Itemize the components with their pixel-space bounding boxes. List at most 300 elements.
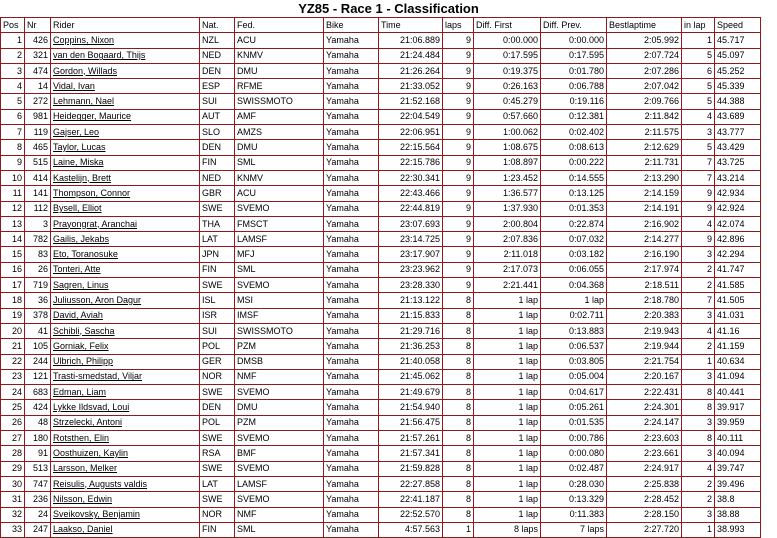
cell-fed: AMF <box>235 109 324 124</box>
cell-nat: LAT <box>200 476 235 491</box>
cell-pos: 6 <box>1 109 25 124</box>
rider-link[interactable]: Heidegger, Maurice <box>51 109 200 124</box>
cell-fed: KNMV <box>235 170 324 185</box>
col-bestlap: Bestlaptime <box>607 18 682 33</box>
table-row <box>1 308 761 323</box>
cell-speed: 41.585 <box>715 278 761 293</box>
cell-diff-prev: 0:12.381 <box>541 109 607 124</box>
cell-nr: 121 <box>25 369 51 384</box>
page-title: YZ85 - Race 1 - Classification <box>298 1 479 16</box>
cell-nr: 513 <box>25 461 51 476</box>
cell-pos: 18 <box>1 293 25 308</box>
cell-fed: LAMSF <box>235 232 324 247</box>
table-row <box>1 354 761 369</box>
cell-laps: 8 <box>443 476 474 491</box>
rider-link[interactable]: Sagren, Linus <box>51 278 200 293</box>
cell-speed: 38.88 <box>715 507 761 522</box>
cell-nat: DEN <box>200 140 235 155</box>
cell-fed: MSI <box>235 293 324 308</box>
cell-nr: 26 <box>25 262 51 277</box>
cell-bike: Yamaha <box>324 507 379 522</box>
cell-fed: ACU <box>235 33 324 48</box>
cell-in-lap: 2 <box>682 262 715 277</box>
cell-nat: SWE <box>200 201 235 216</box>
header-row <box>1 18 761 33</box>
cell-nr: 747 <box>25 476 51 491</box>
cell-speed: 41.16 <box>715 323 761 338</box>
cell-pos: 20 <box>1 323 25 338</box>
cell-speed: 43.725 <box>715 155 761 170</box>
cell-speed: 45.717 <box>715 33 761 48</box>
cell-diff-first: 1 lap <box>474 323 541 338</box>
rider-link[interactable]: Laakso, Daniel <box>51 522 200 537</box>
cell-time: 21:13.122 <box>379 293 443 308</box>
cell-bike: Yamaha <box>324 308 379 323</box>
cell-diff-prev: 0:14.555 <box>541 170 607 185</box>
cell-pos: 5 <box>1 94 25 109</box>
col-diff-prev: Diff. Prev. <box>541 18 607 33</box>
cell-pos: 4 <box>1 79 25 94</box>
rider-link[interactable]: Strzelecki, Antoni <box>51 415 200 430</box>
cell-bestlap: 2:11.842 <box>607 109 682 124</box>
cell-speed: 38.8 <box>715 492 761 507</box>
cell-laps: 9 <box>443 216 474 231</box>
cell-time: 21:59.828 <box>379 461 443 476</box>
table-row <box>1 48 761 63</box>
cell-bestlap: 2:07.286 <box>607 63 682 78</box>
cell-nr: 24 <box>25 507 51 522</box>
cell-speed: 41.747 <box>715 262 761 277</box>
cell-bestlap: 2:25.838 <box>607 476 682 491</box>
cell-laps: 9 <box>443 247 474 262</box>
rider-link[interactable]: Nilsson, Edwin <box>51 492 200 507</box>
cell-fed: LAMSF <box>235 476 324 491</box>
cell-pos: 17 <box>1 278 25 293</box>
cell-diff-first: 1:08.675 <box>474 140 541 155</box>
cell-in-lap: 1 <box>682 33 715 48</box>
cell-bike: Yamaha <box>324 369 379 384</box>
cell-in-lap: 5 <box>682 79 715 94</box>
cell-bestlap: 2:21.754 <box>607 354 682 369</box>
cell-bestlap: 2:23.603 <box>607 431 682 446</box>
cell-time: 23:23.962 <box>379 262 443 277</box>
cell-nr: 474 <box>25 63 51 78</box>
cell-nat: LAT <box>200 232 235 247</box>
cell-nat: SLO <box>200 125 235 140</box>
cell-bestlap: 2:28.452 <box>607 492 682 507</box>
cell-nat: SUI <box>200 323 235 338</box>
cell-bike: Yamaha <box>324 48 379 63</box>
table-row <box>1 155 761 170</box>
cell-time: 22:52.570 <box>379 507 443 522</box>
cell-fed: SVEMO <box>235 278 324 293</box>
table-row <box>1 476 761 491</box>
cell-diff-first: 1:36.577 <box>474 186 541 201</box>
cell-in-lap: 8 <box>682 385 715 400</box>
rider-link[interactable]: Tonteri, Atte <box>51 262 200 277</box>
table-row <box>1 385 761 400</box>
cell-bestlap: 2:12.629 <box>607 140 682 155</box>
cell-diff-first: 0:17.595 <box>474 48 541 63</box>
cell-diff-prev: 0:13.125 <box>541 186 607 201</box>
cell-speed: 45.097 <box>715 48 761 63</box>
cell-bike: Yamaha <box>324 247 379 262</box>
table-row <box>1 109 761 124</box>
cell-diff-prev: 0:03.182 <box>541 247 607 262</box>
cell-time: 21:15.833 <box>379 308 443 323</box>
cell-diff-first: 1:37.930 <box>474 201 541 216</box>
cell-bestlap: 2:19.943 <box>607 323 682 338</box>
cell-bestlap: 2:24.301 <box>607 400 682 415</box>
cell-nr: 683 <box>25 385 51 400</box>
cell-pos: 27 <box>1 431 25 446</box>
rider-link[interactable]: Gorniak, Felix <box>51 339 200 354</box>
cell-fed: SWISSMOTO <box>235 323 324 338</box>
cell-in-lap: 9 <box>682 232 715 247</box>
cell-time: 21:29.716 <box>379 323 443 338</box>
cell-nat: FIN <box>200 262 235 277</box>
cell-bike: Yamaha <box>324 170 379 185</box>
cell-time: 21:26.264 <box>379 63 443 78</box>
rider-link[interactable]: Schibli, Sascha <box>51 323 200 338</box>
cell-diff-first: 1 lap <box>474 308 541 323</box>
col-fed: Fed. <box>235 18 324 33</box>
table-row <box>1 323 761 338</box>
cell-speed: 43.777 <box>715 125 761 140</box>
cell-fed: PZM <box>235 415 324 430</box>
cell-diff-first: 1 lap <box>474 461 541 476</box>
cell-bestlap: 2:18.511 <box>607 278 682 293</box>
cell-diff-prev: 0:06.788 <box>541 79 607 94</box>
cell-time: 21:06.889 <box>379 33 443 48</box>
cell-laps: 9 <box>443 33 474 48</box>
cell-diff-prev: 0:01.535 <box>541 415 607 430</box>
cell-diff-prev: 0:00.222 <box>541 155 607 170</box>
cell-diff-first: 1 lap <box>474 293 541 308</box>
rider-link[interactable]: David, Aviah <box>51 308 200 323</box>
cell-diff-prev: 0:17.595 <box>541 48 607 63</box>
cell-laps: 8 <box>443 369 474 384</box>
col-pos: Pos <box>1 18 25 33</box>
cell-fed: NMF <box>235 507 324 522</box>
cell-diff-prev: 0:00.786 <box>541 431 607 446</box>
rider-link[interactable]: Rotsthen, Elin <box>51 431 200 446</box>
rider-link[interactable]: Trasti-smedstad, Viljar <box>51 369 200 384</box>
cell-fed: AMZS <box>235 125 324 140</box>
cell-diff-prev: 0:01.353 <box>541 201 607 216</box>
cell-pos: 10 <box>1 170 25 185</box>
rider-link[interactable]: Taylor, Lucas <box>51 140 200 155</box>
cell-pos: 28 <box>1 446 25 461</box>
cell-time: 21:45.062 <box>379 369 443 384</box>
cell-in-lap: 8 <box>682 400 715 415</box>
cell-laps: 9 <box>443 278 474 293</box>
cell-nat: SWE <box>200 385 235 400</box>
cell-diff-first: 1:08.897 <box>474 155 541 170</box>
cell-in-lap: 9 <box>682 201 715 216</box>
cell-bestlap: 2:24.147 <box>607 415 682 430</box>
cell-bike: Yamaha <box>324 155 379 170</box>
cell-in-lap: 7 <box>682 170 715 185</box>
cell-in-lap: 4 <box>682 323 715 338</box>
cell-pos: 14 <box>1 232 25 247</box>
rider-link[interactable]: Gordon, Willads <box>51 63 200 78</box>
col-rider: Rider <box>51 18 200 33</box>
cell-laps: 8 <box>443 415 474 430</box>
rider-link[interactable]: Reisulis, Augusts valdis <box>51 476 200 491</box>
cell-diff-first: 0:26.163 <box>474 79 541 94</box>
cell-fed: DMSB <box>235 354 324 369</box>
table-row <box>1 216 761 231</box>
cell-nat: SUI <box>200 94 235 109</box>
cell-diff-prev: 0:22.874 <box>541 216 607 231</box>
cell-in-lap: 1 <box>682 354 715 369</box>
rider-link[interactable]: Kastelijn, Brett <box>51 170 200 185</box>
cell-nat: THA <box>200 216 235 231</box>
cell-nr: 414 <box>25 170 51 185</box>
cell-fed: NMF <box>235 369 324 384</box>
cell-diff-prev: 0:07.032 <box>541 232 607 247</box>
cell-nr: 424 <box>25 400 51 415</box>
cell-bestlap: 2:28.150 <box>607 507 682 522</box>
cell-bike: Yamaha <box>324 109 379 124</box>
cell-pos: 26 <box>1 415 25 430</box>
cell-nat: DEN <box>200 400 235 415</box>
cell-diff-prev: 0:05.261 <box>541 400 607 415</box>
cell-laps: 8 <box>443 461 474 476</box>
cell-time: 23:28.330 <box>379 278 443 293</box>
cell-pos: 9 <box>1 155 25 170</box>
cell-nr: 272 <box>25 94 51 109</box>
cell-laps: 9 <box>443 79 474 94</box>
cell-bike: Yamaha <box>324 339 379 354</box>
cell-bestlap: 2:20.167 <box>607 369 682 384</box>
rider-link[interactable]: Laine, Miska <box>51 155 200 170</box>
table-row <box>1 278 761 293</box>
cell-speed: 40.634 <box>715 354 761 369</box>
cell-nr: 426 <box>25 33 51 48</box>
cell-laps: 9 <box>443 109 474 124</box>
table-row <box>1 232 761 247</box>
cell-fed: SVEMO <box>235 431 324 446</box>
cell-nat: SWE <box>200 278 235 293</box>
table-row <box>1 369 761 384</box>
cell-diff-prev: 0:01.780 <box>541 63 607 78</box>
cell-diff-prev: 0:04.368 <box>541 278 607 293</box>
cell-nr: 244 <box>25 354 51 369</box>
cell-laps: 8 <box>443 492 474 507</box>
cell-bestlap: 2:14.277 <box>607 232 682 247</box>
cell-speed: 43.689 <box>715 109 761 124</box>
table-row <box>1 79 761 94</box>
table-row <box>1 293 761 308</box>
cell-fed: KNMV <box>235 48 324 63</box>
table-row <box>1 186 761 201</box>
cell-bestlap: 2:19.944 <box>607 339 682 354</box>
cell-diff-first: 0:57.660 <box>474 109 541 124</box>
rider-link[interactable]: Eto, Toranosuke <box>51 247 200 262</box>
cell-pos: 30 <box>1 476 25 491</box>
cell-speed: 44.388 <box>715 94 761 109</box>
rider-link[interactable]: Lehmann, Nael <box>51 94 200 109</box>
cell-laps: 8 <box>443 308 474 323</box>
rider-link[interactable]: Prayongrat, Aranchai <box>51 216 200 231</box>
cell-bike: Yamaha <box>324 94 379 109</box>
rider-link[interactable]: Larsson, Melker <box>51 461 200 476</box>
cell-speed: 42.934 <box>715 186 761 201</box>
cell-fed: SVEMO <box>235 461 324 476</box>
cell-laps: 8 <box>443 323 474 338</box>
cell-diff-prev: 0:02.402 <box>541 125 607 140</box>
cell-in-lap: 2 <box>682 339 715 354</box>
cell-speed: 39.496 <box>715 476 761 491</box>
cell-laps: 8 <box>443 446 474 461</box>
cell-diff-first: 1 lap <box>474 492 541 507</box>
cell-nat: JPN <box>200 247 235 262</box>
cell-diff-prev: 0:19.116 <box>541 94 607 109</box>
cell-bike: Yamaha <box>324 385 379 400</box>
rider-link[interactable]: Sveikovsky, Benjamin <box>51 507 200 522</box>
classification-table <box>0 17 761 538</box>
cell-diff-first: 2:21.441 <box>474 278 541 293</box>
cell-diff-first: 1 lap <box>474 415 541 430</box>
cell-diff-prev: 0:04.617 <box>541 385 607 400</box>
rider-link[interactable]: Gajser, Leo <box>51 125 200 140</box>
cell-bestlap: 2:11.575 <box>607 125 682 140</box>
cell-nr: 180 <box>25 431 51 446</box>
cell-nat: AUT <box>200 109 235 124</box>
cell-nr: 719 <box>25 278 51 293</box>
cell-in-lap: 1 <box>682 522 715 537</box>
cell-diff-first: 1 lap <box>474 369 541 384</box>
cell-nr: 981 <box>25 109 51 124</box>
cell-time: 22:06.951 <box>379 125 443 140</box>
cell-bike: Yamaha <box>324 415 379 430</box>
cell-pos: 1 <box>1 33 25 48</box>
cell-bike: Yamaha <box>324 492 379 507</box>
cell-diff-prev: 0:08.613 <box>541 140 607 155</box>
cell-in-lap: 4 <box>682 461 715 476</box>
cell-time: 4:57.563 <box>379 522 443 537</box>
cell-fed: SVEMO <box>235 492 324 507</box>
cell-nr: 41 <box>25 323 51 338</box>
rider-link[interactable]: Edman, Liam <box>51 385 200 400</box>
cell-speed: 41.031 <box>715 308 761 323</box>
col-diff-first: Diff. First <box>474 18 541 33</box>
cell-pos: 25 <box>1 400 25 415</box>
cell-bestlap: 2:05.992 <box>607 33 682 48</box>
cell-fed: DMU <box>235 140 324 155</box>
cell-fed: DMU <box>235 63 324 78</box>
rider-link[interactable]: Coppins, Nixon <box>51 33 200 48</box>
table-row <box>1 63 761 78</box>
cell-diff-first: 1 lap <box>474 400 541 415</box>
cell-time: 23:14.725 <box>379 232 443 247</box>
col-bike: Bike <box>324 18 379 33</box>
cell-diff-first: 2:07.836 <box>474 232 541 247</box>
rider-link[interactable]: Thompson, Connor <box>51 186 200 201</box>
table-row <box>1 262 761 277</box>
cell-time: 22:15.564 <box>379 140 443 155</box>
cell-speed: 40.111 <box>715 431 761 446</box>
table-row <box>1 125 761 140</box>
cell-laps: 8 <box>443 293 474 308</box>
cell-speed: 45.339 <box>715 79 761 94</box>
cell-laps: 8 <box>443 431 474 446</box>
cell-diff-prev: 0:06.055 <box>541 262 607 277</box>
rider-link[interactable]: Vidal, Ivan <box>51 79 200 94</box>
cell-time: 22:41.187 <box>379 492 443 507</box>
cell-bike: Yamaha <box>324 431 379 446</box>
cell-nr: 36 <box>25 293 51 308</box>
cell-bestlap: 2:17.974 <box>607 262 682 277</box>
cell-bike: Yamaha <box>324 33 379 48</box>
col-in-lap: in lap <box>682 18 715 33</box>
cell-bestlap: 2:16.190 <box>607 247 682 262</box>
cell-speed: 42.074 <box>715 216 761 231</box>
rider-link[interactable]: Lykke Ildsvad, Loui <box>51 400 200 415</box>
cell-diff-first: 8 laps <box>474 522 541 537</box>
cell-nr: 141 <box>25 186 51 201</box>
cell-bike: Yamaha <box>324 461 379 476</box>
cell-bike: Yamaha <box>324 522 379 537</box>
cell-pos: 29 <box>1 461 25 476</box>
table-row <box>1 461 761 476</box>
cell-nr: 236 <box>25 492 51 507</box>
cell-in-lap: 4 <box>682 216 715 231</box>
cell-laps: 9 <box>443 48 474 63</box>
cell-speed: 45.252 <box>715 63 761 78</box>
cell-laps: 1 <box>443 522 474 537</box>
cell-fed: FMSCT <box>235 216 324 231</box>
cell-nat: SWE <box>200 431 235 446</box>
cell-diff-first: 0:45.279 <box>474 94 541 109</box>
cell-pos: 19 <box>1 308 25 323</box>
cell-diff-prev: 0:13.883 <box>541 323 607 338</box>
cell-nat: GBR <box>200 186 235 201</box>
cell-time: 22:44.819 <box>379 201 443 216</box>
cell-laps: 9 <box>443 155 474 170</box>
cell-nr: 112 <box>25 201 51 216</box>
rider-link[interactable]: Oosthuizen, Kaylin <box>51 446 200 461</box>
cell-diff-prev: 0:02.711 <box>541 308 607 323</box>
cell-fed: SML <box>235 262 324 277</box>
rider-link[interactable]: van den Bogaard, Thijs <box>51 48 200 63</box>
table-row <box>1 33 761 48</box>
rider-link[interactable]: Gailis, Jekabs <box>51 232 200 247</box>
cell-speed: 43.214 <box>715 170 761 185</box>
cell-pos: 12 <box>1 201 25 216</box>
cell-speed: 41.159 <box>715 339 761 354</box>
rider-link[interactable]: Juliusson, Aron Dagur <box>51 293 200 308</box>
cell-nat: POL <box>200 339 235 354</box>
col-laps: laps <box>443 18 474 33</box>
cell-time: 22:30.341 <box>379 170 443 185</box>
table-row <box>1 446 761 461</box>
cell-nr: 465 <box>25 140 51 155</box>
cell-speed: 42.924 <box>715 201 761 216</box>
cell-nat: RSA <box>200 446 235 461</box>
cell-time: 21:57.341 <box>379 446 443 461</box>
cell-bestlap: 2:24.917 <box>607 461 682 476</box>
table-row <box>1 507 761 522</box>
cell-nr: 83 <box>25 247 51 262</box>
cell-speed: 39.917 <box>715 400 761 415</box>
rider-link[interactable]: Ulbrich, Philipp <box>51 354 200 369</box>
cell-in-lap: 3 <box>682 446 715 461</box>
rider-link[interactable]: Bysell, Elliot <box>51 201 200 216</box>
cell-in-lap: 2 <box>682 476 715 491</box>
